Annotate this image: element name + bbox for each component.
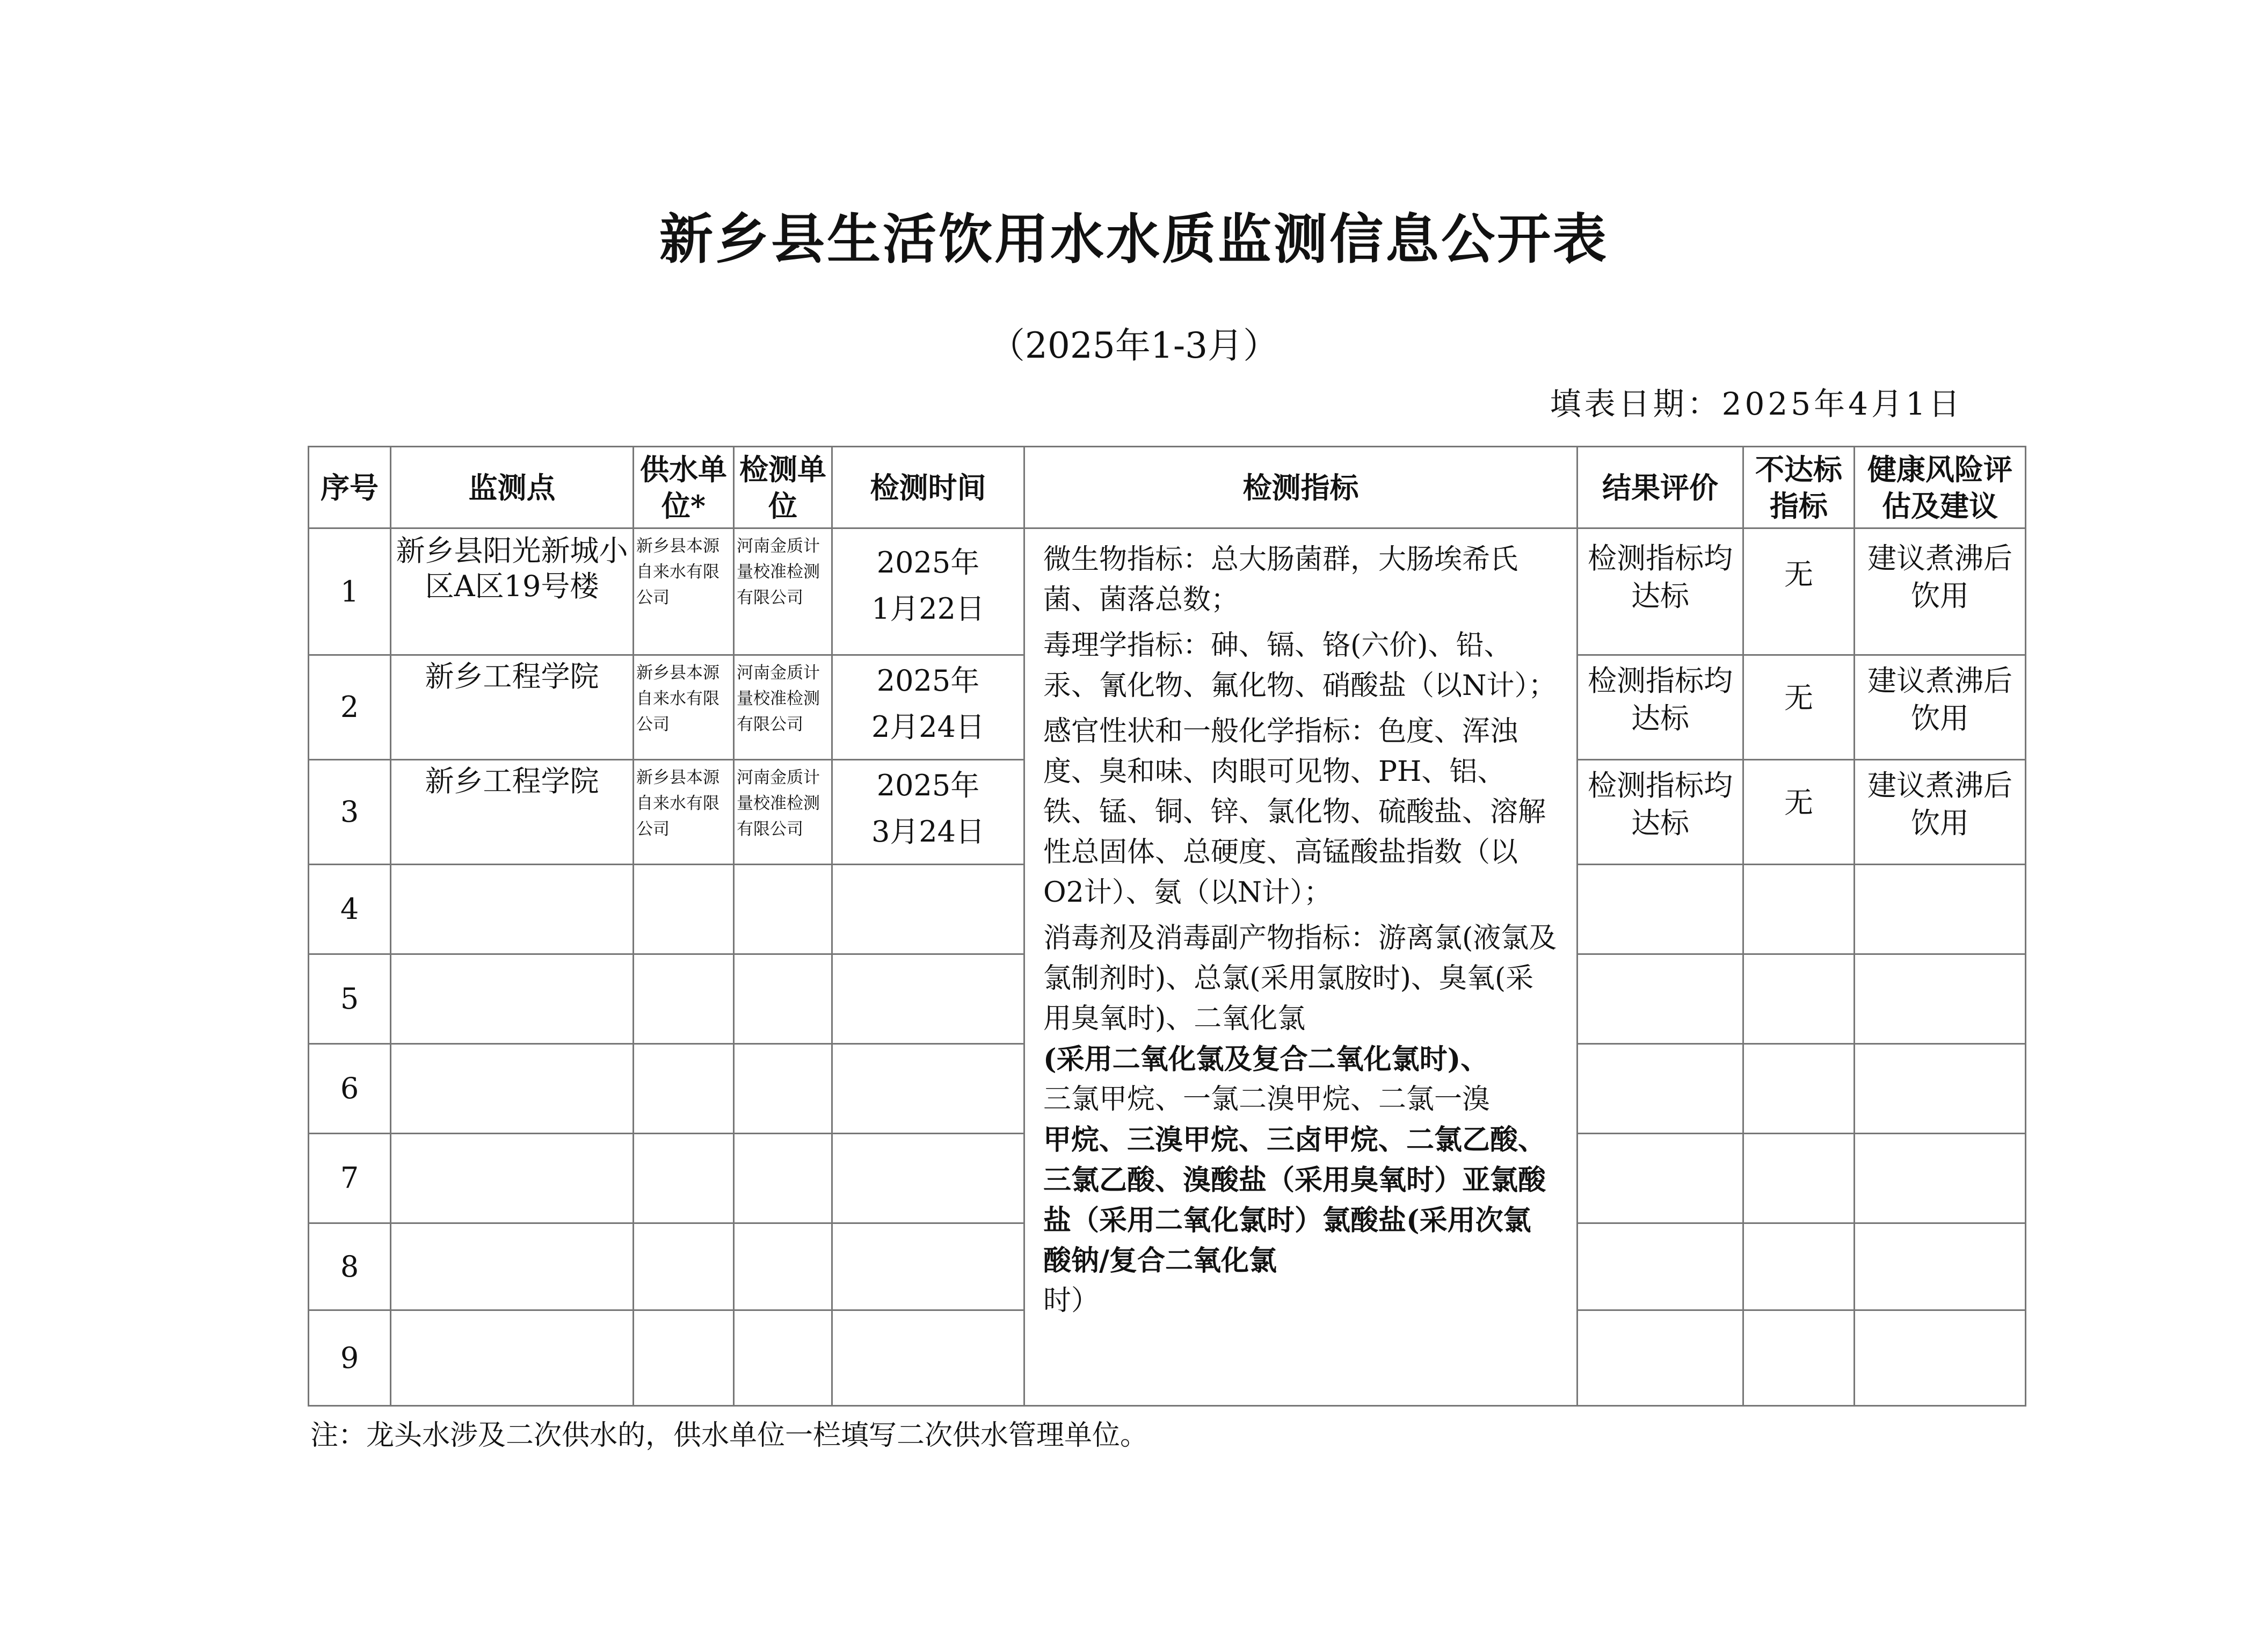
cell-site: 新乡县阳光新城小区A区19号楼 [391,528,634,655]
indicator-micro: 微生物指标：总大肠菌群，大肠埃希氏菌、菌落总数； [1043,543,1518,616]
cell-time [832,1044,1024,1134]
indicator-disinfect-b: (采用二氧化氯及复合二氧化氯时)、 [1043,1043,1489,1076]
cell-seq: 8 [309,1223,391,1310]
cell-tester [734,865,832,954]
cell-time [832,760,1024,865]
cell-site [391,1134,634,1223]
cell-time-date: 2月24日 [871,710,985,744]
header-failed: 不达标指标 [1743,447,1855,528]
table-row [309,528,2026,655]
cell-failed: 无 [1743,655,1855,760]
cell-seq: 3 [309,760,391,865]
cell-site [391,1223,634,1310]
cell-tester [734,1223,832,1310]
cell-failed [1743,1223,1855,1310]
cell-failed: 无 [1743,528,1855,655]
header-supplier: 供水单位* [634,447,734,528]
cell-advice: 建议煮沸后饮用 [1855,760,2026,865]
cell-seq: 4 [309,865,391,954]
fill-date: 填表日期：2025年4月1日 [1550,386,1963,422]
cell-failed [1743,1134,1855,1223]
cell-time [832,528,1024,655]
cell-failed [1743,1044,1855,1134]
cell-site [391,865,634,954]
cell-time [832,865,1024,954]
cell-site [391,954,634,1044]
cell-time [832,655,1024,760]
header-seq: 序号 [309,447,391,528]
cell-result: 检测指标均达标 [1578,528,1743,655]
cell-supplier [634,954,734,1044]
cell-advice [1855,1223,2026,1310]
cell-advice [1855,865,2026,954]
cell-tester: 河南金质计量校准检测有限公司 [734,655,832,760]
cell-time-date: 1月22日 [871,592,985,626]
cell-site [391,1044,634,1134]
cell-result [1578,1134,1743,1223]
header-advice: 健康风险评估及建议 [1855,447,2026,528]
cell-supplier: 新乡县本源自来水有限公司 [634,655,734,760]
cell-site [391,1310,634,1406]
cell-time [832,1310,1024,1406]
cell-failed [1743,865,1855,954]
cell-site: 新乡工程学院 [391,655,634,760]
cell-tester [734,954,832,1044]
cell-supplier [634,1134,734,1223]
cell-time [832,1223,1024,1310]
cell-seq: 6 [309,1044,391,1134]
cell-seq: 1 [309,528,391,655]
indicator-sensory: 感官性状和一般化学指标：色度、浑浊度、臭和味、肉眼可见物、PH、铝、铁、锰、铜、锌、氯化物、硫酸盐、溶解性总固体、总硬度、高锰酸盐指数（以O2计）、氨（以N计）； [1043,715,1546,909]
cell-advice [1855,1310,2026,1406]
cell-tester [734,1310,832,1406]
cell-advice [1855,1044,2026,1134]
footnote: 注：龙头水涉及二次供水的，供水单位一栏填写二次供水管理单位。 [310,1419,1148,1452]
header-tester: 检测单位 [734,447,832,528]
cell-site: 新乡工程学院 [391,760,634,865]
cell-seq: 2 [309,655,391,760]
cell-result [1578,1310,1743,1406]
cell-result: 检测指标均达标 [1578,655,1743,760]
indicator-disinfect-c: 三氯甲烷、一氯二溴甲烷、二氯一溴 [1043,1083,1491,1115]
page-title: 新乡县生活饮用水水质监测信息公开表 [659,207,1609,271]
cell-advice [1855,954,2026,1044]
header-indicators: 检测指标 [1024,447,1578,528]
cell-failed [1743,954,1855,1044]
indicator-disinfect-d: 甲烷、三溴甲烷、三卤甲烷、二氯乙酸、三氯乙酸、溴酸盐（采用臭氧时）亚氯酸盐（采用二氧化氯时）氯酸盐(采用次氯酸钠/复合二氧化氯 [1043,1124,1546,1277]
cell-result: 检测指标均达标 [1578,760,1743,865]
cell-time-date: 3月24日 [871,815,985,849]
cell-time-year: 2025年 [876,769,980,802]
page-subtitle: （2025年1-3月） [989,325,1279,366]
indicator-disinfect: 消毒剂及消毒副产物指标：游离氯(液氯及氯制剂时)、总氯(采用氯胺时)、臭氧(采用臭氧时)、二氧化氯 [1043,922,1557,1035]
cell-result [1578,1223,1743,1310]
cell-supplier [634,1223,734,1310]
water-quality-table [308,446,2026,1407]
cell-tester: 河南金质计量校准检测有限公司 [734,528,832,655]
cell-tester [734,1134,832,1223]
cell-time-year: 2025年 [876,664,980,698]
header-row [309,447,2026,528]
cell-supplier: 新乡县本源自来水有限公司 [634,528,734,655]
cell-result [1578,954,1743,1044]
cell-result [1578,865,1743,954]
cell-advice: 建议煮沸后饮用 [1855,528,2026,655]
cell-indicators [1024,528,1578,1406]
indicator-toxicology: 毒理学指标：砷、镉、铬(六价)、铅、汞、氰化物、氟化物、硝酸盐（以N计）； [1043,629,1557,702]
cell-failed [1743,1310,1855,1406]
cell-seq: 9 [309,1310,391,1406]
cell-seq: 7 [309,1134,391,1223]
indicator-disinfect-e: 时） [1043,1285,1100,1317]
cell-advice: 建议煮沸后饮用 [1855,655,2026,760]
cell-time [832,954,1024,1044]
cell-tester: 河南金质计量校准检测有限公司 [734,760,832,865]
cell-time [832,1134,1024,1223]
cell-supplier: 新乡县本源自来水有限公司 [634,760,734,865]
cell-failed: 无 [1743,760,1855,865]
header-result: 结果评价 [1578,447,1743,528]
cell-supplier [634,1310,734,1406]
cell-result [1578,1044,1743,1134]
cell-supplier [634,1044,734,1134]
cell-seq: 5 [309,954,391,1044]
header-time: 检测时间 [832,447,1024,528]
cell-supplier [634,865,734,954]
header-site: 监测点 [391,447,634,528]
cell-time-year: 2025年 [876,546,980,579]
cell-advice [1855,1134,2026,1223]
cell-tester [734,1044,832,1134]
